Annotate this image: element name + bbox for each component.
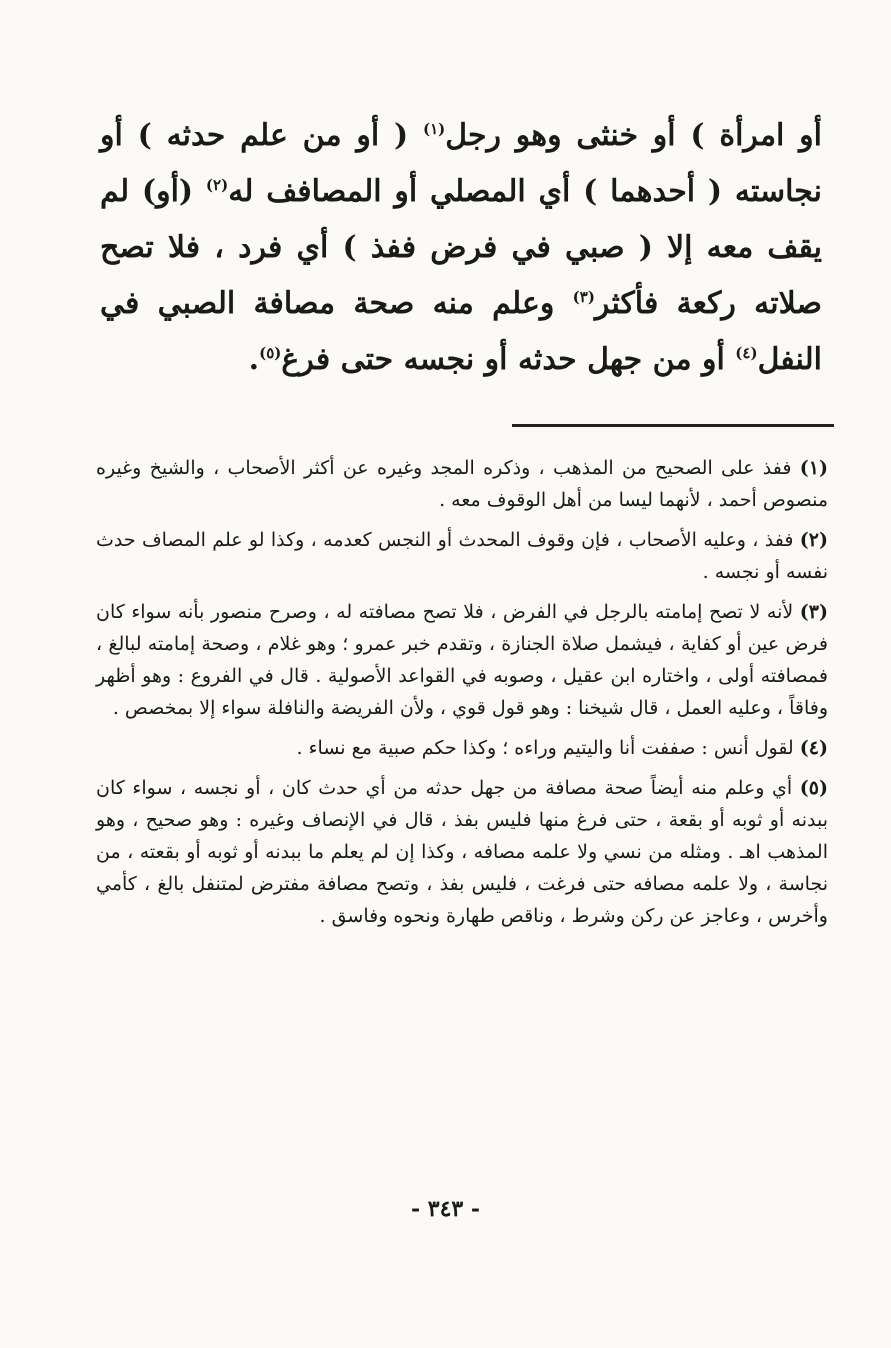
footnote-ref: (٢) xyxy=(205,176,229,194)
footnote-2 xyxy=(96,524,828,588)
main-text-segment: ( أو من علم حدثه ) أو نجاسته ( أحدهما ) أي المصلي أو المصافف له xyxy=(100,118,822,209)
footnote-ref: (٤) xyxy=(735,344,758,362)
footnote-number: (١) xyxy=(799,457,829,479)
main-text-segment: أو امرأة ) أو خنثى وهو رجل xyxy=(445,118,822,153)
footnote-3 xyxy=(96,596,828,724)
footnote-text: ففذ على الصحيح من المذهب ، وذكره المجد وغيره عن أكثر الأصحاب ، والشيخ وغيره منصوص أحمد ، لأنهما ليسا من أهل الوقوف معه . xyxy=(96,457,828,511)
footnote-divider xyxy=(512,424,834,427)
page-number: - ٣٤٣ - xyxy=(410,1196,481,1222)
footnote-1 xyxy=(96,452,828,516)
main-text-segment: (أو) لم يقف معه إلا ( صبي في فرض ففذ ) أي فرد ، فلا تصح صلاته ركعة فأكثر xyxy=(100,174,822,321)
footnote-ref: (١) xyxy=(422,120,446,138)
main-text-segment: . xyxy=(248,342,260,377)
main-paragraph xyxy=(100,108,822,388)
main-text-segment: وعلم منه صحة مصافة الصبي في النفل xyxy=(100,286,822,377)
footnote-5 xyxy=(96,772,828,932)
main-text-segment: أو من جهل حدثه أو نجسه حتى فرغ xyxy=(281,342,736,377)
footnote-4 xyxy=(96,732,828,764)
footnote-text: ففذ ، وعليه الأصحاب ، فإن وقوف المحدث أو النجس كعدمه ، وكذا لو علم المصاف حدث نفسه أو نجسه . xyxy=(96,529,828,583)
footnote-number: (٤) xyxy=(799,737,828,759)
footnote-ref: (٥) xyxy=(259,344,282,362)
footnote-text: لأنه لا تصح إمامته بالرجل في الفرض ، فلا تصح مصافته له ، وصرح منصور بأنه سواء كان فرض عين أو كفاية ، فيشمل صلاة الجنازة ، وتقدم خبر عمرو ؛ وهو غلام ، وصحة إمامته لبالغ ، فمصافته أولى ، واختاره ابن عقيل ، وصوبه في القواعد الأصولية . قال في الفروع : وهو أظهر وفاقاً ، وعليه العمل ، قال شيخنا : وهو قول قوي ، ولأن الفريضة والنافلة سواء إلا بمخصص . xyxy=(96,601,828,719)
footnote-text: لقول أنس : صففت أنا واليتيم وراءه ؛ وكذا حكم صبية مع نساء . xyxy=(296,737,794,759)
footnote-number: (٥) xyxy=(799,777,829,799)
footnote-number: (٢) xyxy=(799,529,828,551)
footnotes xyxy=(96,452,828,940)
main-text xyxy=(100,108,822,388)
footnote-ref: (٣) xyxy=(572,288,595,306)
footnote-number: (٣) xyxy=(799,601,828,623)
footnote-text: أي وعلم منه أيضاً صحة مصافة من جهل حدثه من أي حدث كان ، أو نجسه ، سواء كان ببدنه أو ثوبه أو بقعة ، حتى فرغ منها فليس بفذ ، قال في الإنصاف وغيره : وهو صحيح ، وهو المذهب اهـ . ومثله من نسي ولا علمه مصافه ، وكذا إن لم يعلم ما ببدنه أو ثوبه أو بقعته ، من نجاسة ، ولا علمه مصافه حتى فرغت ، فليس بفذ ، وتصح مصافة مفترض لمتنفل بالغ ، كأمي وأخرس ، وعاجز عن ركن وشرط ، وناقص طهارة ونحوه وفاسق . xyxy=(96,777,828,927)
